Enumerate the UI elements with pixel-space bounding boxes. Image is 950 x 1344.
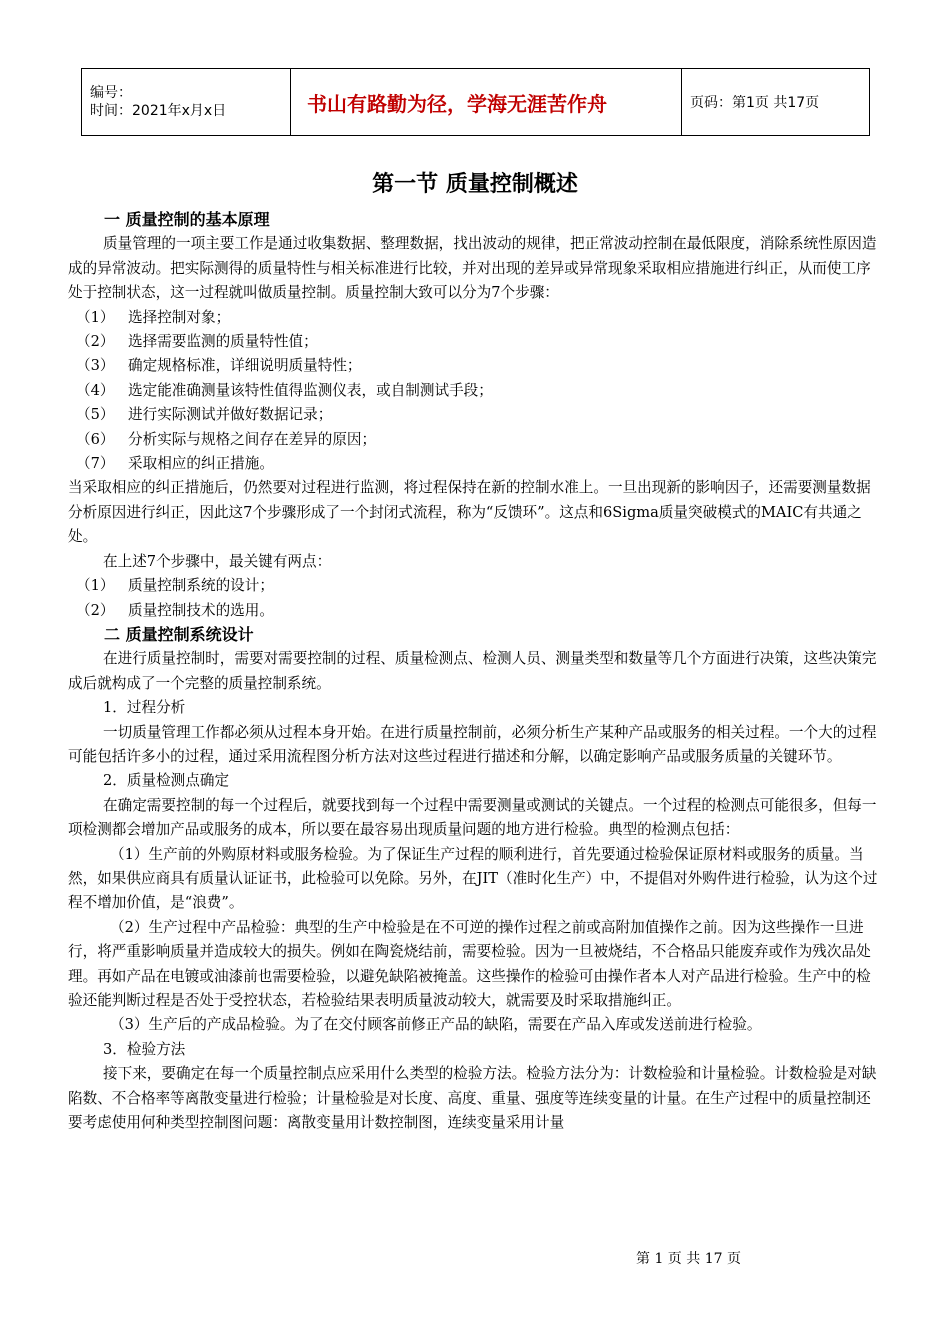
list-item-text: 分析实际与规格之间存在差异的原因； bbox=[128, 430, 377, 448]
header-page-info: 页码：第1页 共17页 bbox=[682, 69, 870, 136]
paragraph: （2）生产过程中产品检验：典型的生产中检验是在不可逆的操作过程之前或高附加值操作之前。因为这些操作一旦进行，将严重影响质量并造成较大的损失。例如在陶瓷烧结前，需要检验。因为一旦被烧结，不合格品只能废弃或作为残次品处理。再如产品在电镀或油漆前也需要检验，以避免缺陷被掩盖。这些操作的检验可由操作者本人对产品进行检验。生产中的检验还能判断过程是否处于受控状态，若检验结果表明质量波动较大，就需要及时采取措施纠正。 bbox=[68, 918, 871, 1009]
list-item-text: 选择控制对象； bbox=[128, 308, 231, 326]
paragraph: 在进行质量控制时，需要对需要控制的过程、质量检测点、检测人员、测量类型和数量等几个方面进行决策，这些决策完成后就构成了一个完整的质量控制系统。 bbox=[68, 650, 877, 692]
header-table bbox=[81, 68, 870, 136]
page-footer: 第 1 页 共 17 页 bbox=[636, 1251, 741, 1267]
paragraph: 在确定需要控制的每一个过程后，就要找到每一个过程中需要测量或测试的关键点。一个过程的检测点可能很多，但每一项检测都会增加产品或服务的成本，所以要在最容易出现质量问题的地方进行检验。典型的检测点包括： bbox=[68, 796, 877, 839]
list-item-number: （5） bbox=[76, 406, 115, 424]
paragraph: 在上述7个步骤中，最关键有两点： bbox=[103, 552, 332, 570]
list-item-number: （3） bbox=[76, 357, 115, 375]
paragraph: （1）生产前的外购原材料或服务检验。为了保证生产过程的顺利进行，首先要通过检验保证原材料或服务的质量。当然，如果供应商具有质量认证证书，此检验可以免除。另外，在JIT（准时化生产）中，不提倡对外购件进行检验，认为这个过程不增加价值，是“浪费”。 bbox=[68, 845, 878, 912]
document-date: 时间：2021年x月x日 bbox=[90, 103, 227, 119]
document-number-label: 编号： bbox=[90, 85, 132, 101]
document-body bbox=[68, 208, 884, 1135]
subsection-heading: 2．质量检测点确定 bbox=[103, 772, 230, 790]
list-item-text: 进行实际测试并做好数据记录； bbox=[128, 406, 333, 424]
list-item-number: （7） bbox=[76, 455, 115, 473]
list-item bbox=[68, 306, 884, 330]
subsection-heading: 3．检验方法 bbox=[103, 1040, 186, 1058]
header-left-cell bbox=[82, 69, 291, 136]
section-heading: 二 质量控制系统设计 bbox=[104, 624, 254, 644]
list-item-number: （4） bbox=[76, 381, 115, 399]
list-item-text: 采取相应的纠正措施。 bbox=[128, 455, 274, 473]
list-item bbox=[68, 574, 884, 598]
header-motto: 书山有路勤为径，学海无涯苦作舟 bbox=[291, 69, 682, 136]
list-item-number: （1） bbox=[76, 577, 115, 595]
list-item bbox=[68, 599, 884, 623]
list-item bbox=[68, 330, 884, 354]
list-item-text: 确定规格标准，详细说明质量特性； bbox=[128, 357, 362, 375]
list-item bbox=[68, 428, 884, 452]
list-item bbox=[68, 354, 884, 378]
paragraph: 质量管理的一项主要工作是通过收集数据、整理数据，找出波动的规律，把正常波动控制在最低限度，消除系统性原因造成的异常波动。把实际测得的质量特性与相关标准进行比较，并对出现的差异或异常现象采取相应措施进行纠正，从而使工序处于控制状态，这一过程就叫做质量控制。质量控制大致可以分为7个步骤： bbox=[68, 235, 877, 302]
document-title: 第一节 质量控制概述 bbox=[372, 172, 578, 197]
section-heading: 一 质量控制的基本原理 bbox=[104, 210, 270, 229]
list-item-number: （2） bbox=[76, 333, 115, 351]
list-item-number: （1） bbox=[76, 308, 115, 326]
paragraph: 接下来，要确定在每一个质量控制点应采用什么类型的检验方法。检验方法分为：计数检验和计量检验。计数检验是对缺陷数、不合格率等离散变量进行检验；计量检验是对长度、高度、重量、强度等连续变量的计量。在生产过程中的质量控制还要考虑使用何种类型控制图问题：离散变量用计数控制图，连续变量采用计量 bbox=[68, 1065, 877, 1132]
list-item bbox=[68, 403, 884, 427]
paragraph: （3）生产后的产成品检验。为了在交付顾客前修正产品的缺陷，需要在产品入库或发送前进行检验。 bbox=[110, 1016, 762, 1034]
paragraph: 一切质量管理工作都必须从过程本身开始。在进行质量控制前，必须分析生产某种产品或服务的相关过程。一个大的过程可能包括许多小的过程，通过采用流程图分析方法对这些过程进行描述和分解，以确定影响产品或服务质量的关键环节。 bbox=[68, 723, 877, 765]
paragraph: 当采取相应的纠正措施后，仍然要对过程进行监测，将过程保持在新的控制水准上。一旦出现新的影响因子，还需要测量数据分析原因进行纠正，因此这7个步骤形成了一个封闭式流程，称为“反馈环”。这点和6Sigma质量突破模式的MAIC有共通之处。 bbox=[68, 479, 871, 546]
list-item-number: （6） bbox=[76, 430, 115, 448]
list-item bbox=[68, 452, 884, 476]
subsection-heading: 1．过程分析 bbox=[103, 699, 186, 717]
list-item-text: 质量控制技术的选用。 bbox=[128, 601, 274, 619]
list-item-text: 质量控制系统的设计； bbox=[128, 577, 274, 595]
list-item-text: 选择需要监测的质量特性值； bbox=[128, 333, 318, 351]
list-item bbox=[68, 379, 884, 403]
list-item-text: 选定能准确测量该特性值得监测仪表，或自制测试手段； bbox=[128, 381, 493, 399]
list-item-number: （2） bbox=[76, 601, 115, 619]
